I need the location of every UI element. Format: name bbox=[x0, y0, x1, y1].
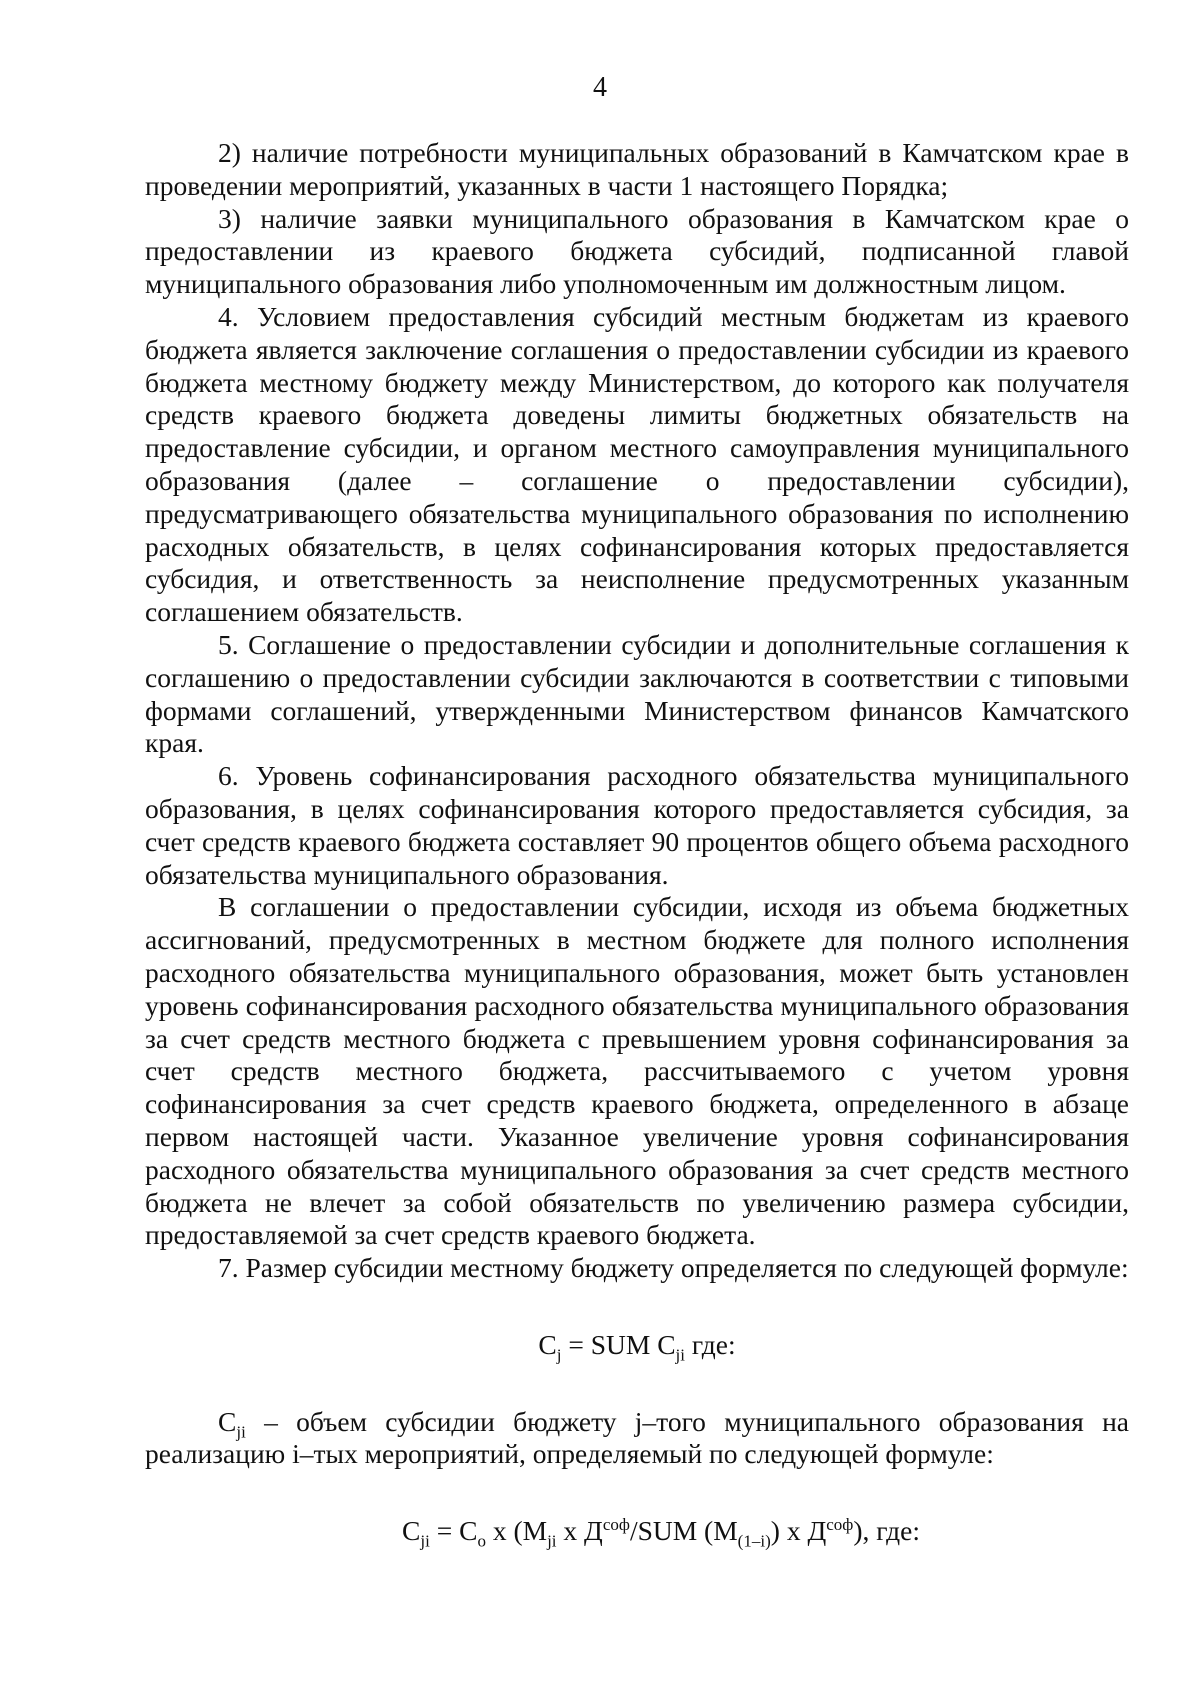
formula-subsidy-per-municipality: $C_{ji} = C_o$ x ($M_{ji}$ x $Д^{соф}$/SUM $(M_{(1-i)})$ x $Д^{соф}$), где: bbox=[402, 1515, 920, 1551]
paragraph-section-6: 6. Уровень софинансирования расходного обязательства муниципального образования, в целях софинансирования которого предоставляется субсидия, за счет средств краевого бюджета составляет 90 процентов общего объема расходного обязательства муниципального образования. bbox=[145, 760, 1129, 890]
paragraph-cji-definition: $C_{ji}$ – объем субсидии бюджету j–того муниципального образования на реализацию i–тых мероприятий, определяемый по следующей формуле: bbox=[145, 1405, 1129, 1470]
paragraph-section-7: 7. Размер субсидии местному бюджету определяется по следующей формуле: bbox=[218, 1252, 1129, 1284]
paragraph-item-2: 2) наличие потребности муниципальных образований в Камчатском крае в проведении мероприятий, указанных в части 1 настоящего Порядка; bbox=[145, 137, 1129, 201]
paragraph-cofinancing-agreement: В соглашении о предоставлении субсидии, исходя из объема бюджетных ассигнований, предусмотренных в местном бюджете для полного исполнения расходного обязательства муниципального образования, может быть установлен уровень софинансирования расходного обязательства муниципального образования за счет средств местного бюджета с превышением уровня софинансирования за счет средств местного бюджета, рассчитываемого с учетом уровня софинансирования за счет средств краевого бюджета, определенного в абзаце первом настоящей части. Указанное увеличение уровня софинансирования расходного обязательства муниципального образования за счет средств местного бюджета не влечет за собой обязательств по увеличению размера субсидии, предоставляемой за счет средств краевого бюджета. bbox=[145, 891, 1129, 1251]
paragraph-section-5: 5. Соглашение о предоставлении субсидии и дополнительные соглашения к соглашению о предоставлении субсидии заключаются в соответствии с типовыми формами соглашений, утвержденными Министерством финансов Камчатского края. bbox=[145, 628, 1129, 759]
paragraph-item-3: 3) наличие заявки муниципального образования в Камчатском крае о предоставлении из краевого бюджета субсидий, подписанной главой муниципального образования либо уполномоченным им должностным лицом. bbox=[145, 202, 1129, 300]
document-body bbox=[145, 137, 1129, 1551]
paragraph-section-4: 4. Условием предоставления субсидий местным бюджетам из краевого бюджета является заключение соглашения о предоставлении субсидии из краевого бюджета местному бюджету между Министерством, до которого как получателя средств краевого бюджета доведены лимиты бюджетных обязательств на предоставление субсидии, и органом местного самоуправления муниципального образования (далее – соглашение о предоставлении субсидии), предусматривающего обязательства муниципального образования по исполнению расходных обязательств, в целях софинансирования которых предоставляется субсидия, и ответственность за неисполнение предусмотренных указанным соглашением обязательств. bbox=[145, 300, 1129, 628]
page-number: 4 bbox=[593, 72, 607, 103]
formula-subsidy-total: $C_j$ = SUM $C_{ji}$ где: bbox=[538, 1328, 736, 1365]
